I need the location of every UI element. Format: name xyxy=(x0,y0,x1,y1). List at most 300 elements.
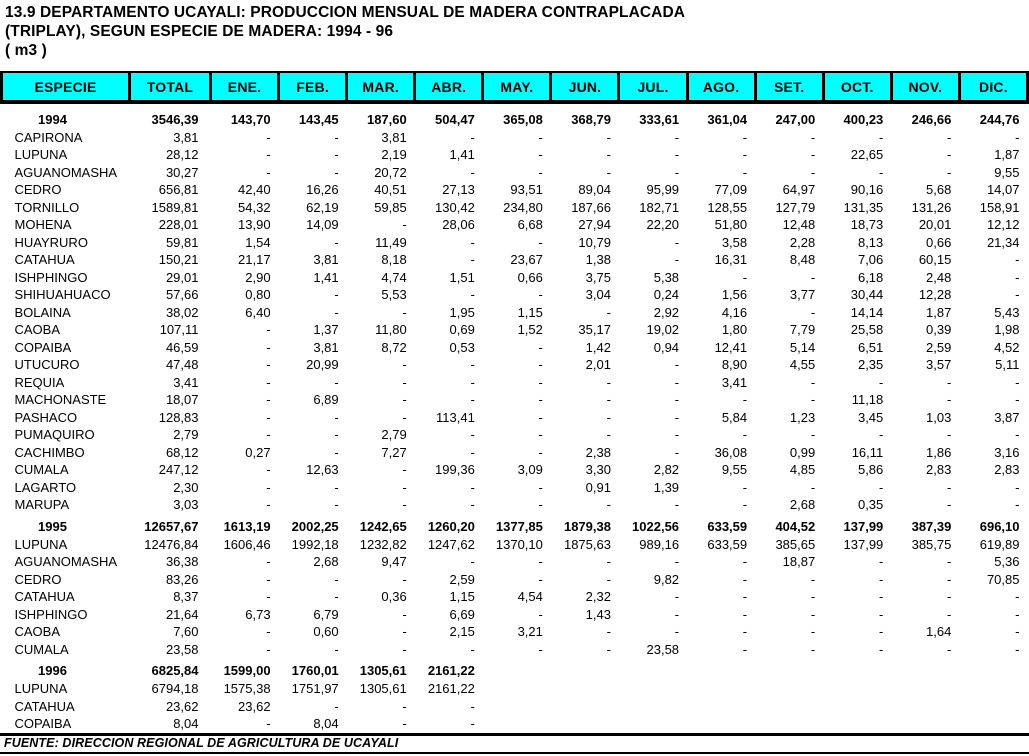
month-value: 5,36 xyxy=(994,554,1020,569)
species-row xyxy=(2,479,1028,497)
species-name: UTUCURO xyxy=(14,357,80,372)
month-value: 23,58 xyxy=(646,641,680,657)
month-value xyxy=(959,715,1027,733)
species-name: CEDRO xyxy=(14,571,62,587)
month-value: - xyxy=(402,357,407,372)
month-value: 5,38 xyxy=(653,269,680,285)
month-value: 3,58 xyxy=(721,234,748,250)
species-name: MARUPA xyxy=(14,497,70,512)
month-value: - xyxy=(810,147,816,162)
month-value: 633,59 xyxy=(707,518,748,534)
month-value: 89,04 xyxy=(578,182,611,197)
month-value: 158,91 xyxy=(979,199,1020,215)
species-row xyxy=(2,444,1028,462)
species-name: LUPUNA xyxy=(14,147,68,162)
month-value: - xyxy=(810,129,816,145)
month-value: 1,03 xyxy=(926,409,952,425)
month-value: 247,00 xyxy=(775,112,816,127)
month-value: - xyxy=(947,589,952,604)
month-value: - xyxy=(674,164,680,180)
month-value: 1,43 xyxy=(585,606,611,622)
column-header-set: SET. xyxy=(755,72,823,102)
month-value: 365,08 xyxy=(503,112,543,127)
total-value: 3,03 xyxy=(173,497,199,512)
month-value: - xyxy=(742,554,748,569)
month-value: 2,90 xyxy=(245,269,271,285)
total-value: 23,58 xyxy=(165,641,199,657)
month-value: - xyxy=(878,571,884,587)
month-value: - xyxy=(1015,269,1020,285)
month-value: 8,04 xyxy=(313,716,339,731)
month-value: - xyxy=(334,409,339,425)
month-value: 385,65 xyxy=(775,536,816,552)
month-value xyxy=(619,680,687,698)
total-value: 68,12 xyxy=(165,444,199,460)
month-value: - xyxy=(402,641,407,657)
month-value: - xyxy=(606,554,611,569)
month-value: - xyxy=(878,589,884,604)
month-value: 2161,22 xyxy=(427,663,475,679)
month-value: 0,60 xyxy=(313,624,339,639)
month-value: 1,52 xyxy=(517,322,543,337)
month-value xyxy=(891,715,959,733)
month-value: 1,98 xyxy=(994,322,1020,337)
month-value: - xyxy=(538,444,543,460)
month-value: 1232,82 xyxy=(359,536,407,552)
month-value: 1247,62 xyxy=(427,536,475,552)
total-value: 29,01 xyxy=(165,269,199,285)
month-value: - xyxy=(470,164,475,180)
month-value: 5,84 xyxy=(721,409,748,425)
species-row xyxy=(2,680,1028,698)
year-row xyxy=(2,102,1028,129)
month-value: - xyxy=(947,641,952,657)
month-value: - xyxy=(878,427,884,442)
month-value: - xyxy=(810,641,816,657)
species-name: BOLAINA xyxy=(14,304,71,320)
month-value: - xyxy=(538,339,543,355)
month-value: 1242,65 xyxy=(359,518,407,534)
month-value xyxy=(619,658,687,680)
month-value: 131,26 xyxy=(911,199,952,215)
month-value: - xyxy=(947,427,952,442)
month-value: 9,55 xyxy=(994,164,1020,180)
month-value: 8,72 xyxy=(381,339,407,355)
month-value: - xyxy=(878,164,884,180)
month-value: - xyxy=(266,129,271,145)
month-value: - xyxy=(810,392,816,407)
month-value: - xyxy=(266,339,271,355)
month-value: - xyxy=(742,589,748,604)
month-value xyxy=(755,715,823,733)
month-value: - xyxy=(878,374,884,390)
month-value: - xyxy=(334,444,339,460)
month-value: - xyxy=(878,624,884,639)
month-value: - xyxy=(470,357,475,372)
month-value: 1,23 xyxy=(789,409,816,425)
month-value xyxy=(619,698,687,716)
species-row xyxy=(2,571,1028,589)
month-value: - xyxy=(538,129,543,145)
species-row xyxy=(2,304,1028,322)
month-value: 18,73 xyxy=(850,217,884,232)
month-value: - xyxy=(878,479,884,495)
month-value: 3,81 xyxy=(381,129,407,145)
month-value: - xyxy=(538,554,543,569)
month-value xyxy=(755,658,823,680)
month-value: 1,87 xyxy=(994,147,1020,162)
month-value: 404,52 xyxy=(775,518,816,534)
month-value: - xyxy=(1015,606,1020,622)
species-row xyxy=(2,286,1028,304)
month-value: - xyxy=(538,409,543,425)
month-value: - xyxy=(947,147,952,162)
month-value: - xyxy=(674,624,680,639)
month-value: - xyxy=(810,164,816,180)
month-value: 16,31 xyxy=(714,252,748,267)
month-value: - xyxy=(334,129,339,145)
month-value: - xyxy=(470,444,475,460)
month-value: - xyxy=(674,427,680,442)
month-value: - xyxy=(402,374,407,390)
month-value xyxy=(891,658,959,680)
month-value: 6,40 xyxy=(245,304,271,320)
month-value: - xyxy=(538,374,543,390)
month-value: - xyxy=(334,571,339,587)
month-value: 2002,25 xyxy=(291,518,339,534)
month-value: 137,99 xyxy=(843,536,884,552)
month-value: - xyxy=(878,641,884,657)
month-value: 59,85 xyxy=(374,199,407,215)
total-value: 12476,84 xyxy=(144,536,199,552)
production-table xyxy=(0,71,1029,733)
month-value: - xyxy=(402,409,407,425)
month-value: - xyxy=(402,624,407,639)
month-value: - xyxy=(674,606,680,622)
month-value: 0,35 xyxy=(857,497,884,512)
month-value: 5,68 xyxy=(926,182,952,197)
species-row xyxy=(2,391,1028,409)
month-value: - xyxy=(742,129,748,145)
month-value: 5,86 xyxy=(857,462,884,477)
month-value: - xyxy=(606,427,611,442)
month-value: 28,06 xyxy=(442,217,475,232)
month-value: 6,69 xyxy=(449,606,475,622)
month-value: 3,16 xyxy=(994,444,1020,460)
month-value: 1575,38 xyxy=(223,681,271,696)
species-name: PASHACO xyxy=(14,409,78,425)
total-value: 36,38 xyxy=(165,554,199,569)
month-value: - xyxy=(878,606,884,622)
month-value: - xyxy=(538,497,543,512)
month-value: - xyxy=(538,427,543,442)
month-value: - xyxy=(674,392,680,407)
month-value: - xyxy=(674,234,680,250)
column-header-oct: OCT. xyxy=(823,72,891,102)
month-value: - xyxy=(742,479,748,495)
month-value: 8,18 xyxy=(381,252,407,267)
month-value: - xyxy=(266,554,271,569)
month-value: - xyxy=(538,357,543,372)
month-value: 4,54 xyxy=(517,589,543,604)
month-value: - xyxy=(334,427,339,442)
month-value: 2,92 xyxy=(653,304,680,320)
month-value: - xyxy=(266,357,271,372)
month-value: - xyxy=(742,392,748,407)
total-value: 59,81 xyxy=(165,234,199,250)
species-row xyxy=(2,715,1028,733)
month-value: 2,68 xyxy=(313,554,339,569)
month-value: 11,18 xyxy=(851,392,884,407)
month-value: 20,72 xyxy=(374,164,407,180)
month-value xyxy=(823,698,891,716)
month-value: 27,94 xyxy=(578,217,611,232)
month-value: 1,51 xyxy=(449,269,475,285)
total-value: 7,60 xyxy=(173,624,199,639)
species-name: AGUANOMASHA xyxy=(14,554,118,569)
month-value: - xyxy=(947,497,952,512)
month-value: 21,17 xyxy=(238,252,271,267)
month-value: - xyxy=(266,716,271,731)
month-value: - xyxy=(402,497,407,512)
month-value: 7,06 xyxy=(857,252,884,267)
total-value: 23,62 xyxy=(165,698,199,714)
month-value: - xyxy=(266,392,271,407)
species-name: REQUIA xyxy=(14,374,65,390)
month-value: - xyxy=(606,571,611,587)
month-value: 199,36 xyxy=(435,462,475,477)
month-value: - xyxy=(538,234,543,250)
species-name: CAOBA xyxy=(14,624,61,639)
column-header-nov: NOV. xyxy=(891,72,959,102)
month-value: - xyxy=(606,641,611,657)
month-value: 3,45 xyxy=(857,409,884,425)
column-header-especie: ESPECIE xyxy=(2,72,130,102)
month-value: 2,82 xyxy=(653,462,680,477)
month-value: 113,41 xyxy=(436,409,475,425)
total-value: 12657,67 xyxy=(144,518,199,534)
month-value: - xyxy=(538,571,543,587)
month-value: - xyxy=(266,374,271,390)
month-value: 1,86 xyxy=(926,444,952,460)
month-value: 22,20 xyxy=(646,217,680,232)
month-value: 3,30 xyxy=(585,462,611,477)
month-value: 1,64 xyxy=(926,624,952,639)
total-value: 47,48 xyxy=(165,357,199,372)
species-name: COPAIBA xyxy=(14,339,72,355)
month-value: 2,01 xyxy=(585,357,611,372)
month-value: 2,79 xyxy=(381,427,407,442)
total-value: 6794,18 xyxy=(151,681,199,696)
column-header-total: TOTAL xyxy=(130,72,211,102)
species-name: CUMALA xyxy=(14,641,69,657)
month-value xyxy=(551,680,619,698)
month-value: 234,80 xyxy=(503,199,543,215)
month-value: 0,66 xyxy=(517,269,543,285)
month-value: 2,48 xyxy=(926,269,952,285)
month-value: 3,77 xyxy=(789,287,816,302)
month-value: 143,70 xyxy=(230,112,271,127)
month-value: - xyxy=(470,641,475,657)
month-value: 1260,20 xyxy=(427,518,475,534)
species-name: TORNILLO xyxy=(14,199,80,215)
month-value: 23,62 xyxy=(238,698,271,714)
month-value: 6,79 xyxy=(313,606,339,622)
month-value: 187,66 xyxy=(571,199,611,215)
month-value: - xyxy=(674,129,680,145)
total-value: 228,01 xyxy=(158,217,199,232)
month-value: 2,28 xyxy=(789,234,816,250)
month-value: - xyxy=(1015,374,1020,390)
year-row xyxy=(2,514,1028,536)
month-value xyxy=(891,698,959,716)
month-value: - xyxy=(470,287,475,302)
month-value: 143,45 xyxy=(298,112,339,127)
month-value: 1760,01 xyxy=(291,663,339,679)
month-value: - xyxy=(334,641,339,657)
month-value: - xyxy=(538,392,543,407)
month-value: 7,27 xyxy=(381,444,407,460)
month-value: - xyxy=(810,374,816,390)
species-row xyxy=(2,623,1028,641)
total-value: 1589,81 xyxy=(151,199,199,215)
month-value: - xyxy=(538,606,543,622)
species-name: CAPIRONA xyxy=(14,129,83,145)
month-value: 696,10 xyxy=(979,518,1020,534)
month-value: 6,89 xyxy=(313,392,339,407)
month-value: 12,28 xyxy=(918,287,952,302)
species-name: AGUANOMASHA xyxy=(14,164,118,180)
month-value: - xyxy=(402,479,407,495)
month-value: - xyxy=(674,497,680,512)
total-value: 3546,39 xyxy=(151,112,199,127)
month-value: 1,54 xyxy=(245,234,271,250)
species-name: CACHIMBO xyxy=(14,444,85,460)
month-value: 5,11 xyxy=(995,357,1020,372)
month-value: - xyxy=(674,554,680,569)
species-name: CATAHUA xyxy=(14,589,75,604)
month-value: 20,99 xyxy=(306,357,339,372)
month-value: 36,08 xyxy=(714,444,748,460)
species-name: HUAYRURO xyxy=(14,234,88,250)
month-value: 130,42 xyxy=(435,199,475,215)
month-value xyxy=(619,715,687,733)
month-value: - xyxy=(606,304,611,320)
month-value xyxy=(891,680,959,698)
month-value: - xyxy=(674,252,680,267)
species-row xyxy=(2,146,1028,164)
species-row xyxy=(2,251,1028,269)
month-value: - xyxy=(742,269,748,285)
month-value: 6,51 xyxy=(857,339,884,355)
month-value: 1,15 xyxy=(517,304,543,320)
month-value: 8,48 xyxy=(789,252,816,267)
species-row xyxy=(2,356,1028,374)
month-value: 2,59 xyxy=(926,339,952,355)
total-value: 57,66 xyxy=(165,287,199,302)
month-value: 5,53 xyxy=(381,287,407,302)
month-value: 1606,46 xyxy=(223,536,271,552)
month-value: - xyxy=(402,392,407,407)
header-row xyxy=(2,72,1028,102)
month-value: 40,51 xyxy=(374,182,407,197)
month-value: - xyxy=(742,427,748,442)
month-value: 5,14 xyxy=(789,339,816,355)
species-row xyxy=(2,409,1028,427)
month-value: - xyxy=(606,129,611,145)
species-name: LAGARTO xyxy=(14,479,77,495)
month-value xyxy=(551,715,619,733)
month-value: 62,19 xyxy=(306,199,339,215)
column-header-jul: JUL. xyxy=(619,72,687,102)
month-value: 1370,10 xyxy=(495,536,543,552)
month-value: 1022,56 xyxy=(632,518,680,534)
month-value: 2,59 xyxy=(449,571,475,587)
month-value: 127,79 xyxy=(775,199,816,215)
month-value: 1,15 xyxy=(449,589,475,604)
total-value: 6825,84 xyxy=(151,663,199,679)
month-value: 246,66 xyxy=(911,112,952,127)
month-value xyxy=(959,658,1027,680)
month-value: 400,23 xyxy=(843,112,884,127)
month-value: 22,65 xyxy=(850,147,884,162)
month-value: 1879,38 xyxy=(563,518,611,534)
month-value: - xyxy=(402,304,407,320)
month-value: 504,47 xyxy=(435,112,475,127)
month-value: - xyxy=(334,589,339,604)
month-value: - xyxy=(470,698,475,714)
month-value: 1613,19 xyxy=(223,518,271,534)
month-value: 1305,61 xyxy=(359,681,407,696)
month-value: 1,37 xyxy=(313,322,339,337)
month-value xyxy=(823,715,891,733)
month-value: 1,42 xyxy=(585,339,611,355)
column-header-abr: ABR. xyxy=(415,72,483,102)
species-name: CEDRO xyxy=(14,182,62,197)
total-value: 2,30 xyxy=(173,479,199,495)
species-row xyxy=(2,234,1028,252)
month-value: - xyxy=(402,606,407,622)
month-value: - xyxy=(266,624,271,639)
species-row xyxy=(2,129,1028,147)
month-value: - xyxy=(402,698,407,714)
month-value: 1,41 xyxy=(313,269,339,285)
month-value: 333,61 xyxy=(639,112,680,127)
month-value: - xyxy=(606,164,611,180)
month-value: - xyxy=(947,571,952,587)
month-value: 0,27 xyxy=(245,444,271,460)
total-value: 8,37 xyxy=(173,589,199,604)
month-value: 2,19 xyxy=(381,147,407,162)
month-value xyxy=(687,698,755,716)
month-value: 14,09 xyxy=(306,217,339,232)
month-value: - xyxy=(470,497,475,512)
month-value: 619,89 xyxy=(979,536,1020,552)
month-value: - xyxy=(470,716,475,731)
species-row xyxy=(2,321,1028,339)
month-value: 54,32 xyxy=(238,199,271,215)
species-row xyxy=(2,269,1028,287)
month-value: - xyxy=(266,322,271,337)
month-value: 3,41 xyxy=(721,374,748,390)
month-value: - xyxy=(810,571,816,587)
month-value: 3,81 xyxy=(313,339,339,355)
month-value: 1377,85 xyxy=(495,518,543,534)
month-value: 2,35 xyxy=(857,357,884,372)
month-value: - xyxy=(538,164,543,180)
month-value: - xyxy=(606,392,611,407)
month-value: - xyxy=(810,427,816,442)
